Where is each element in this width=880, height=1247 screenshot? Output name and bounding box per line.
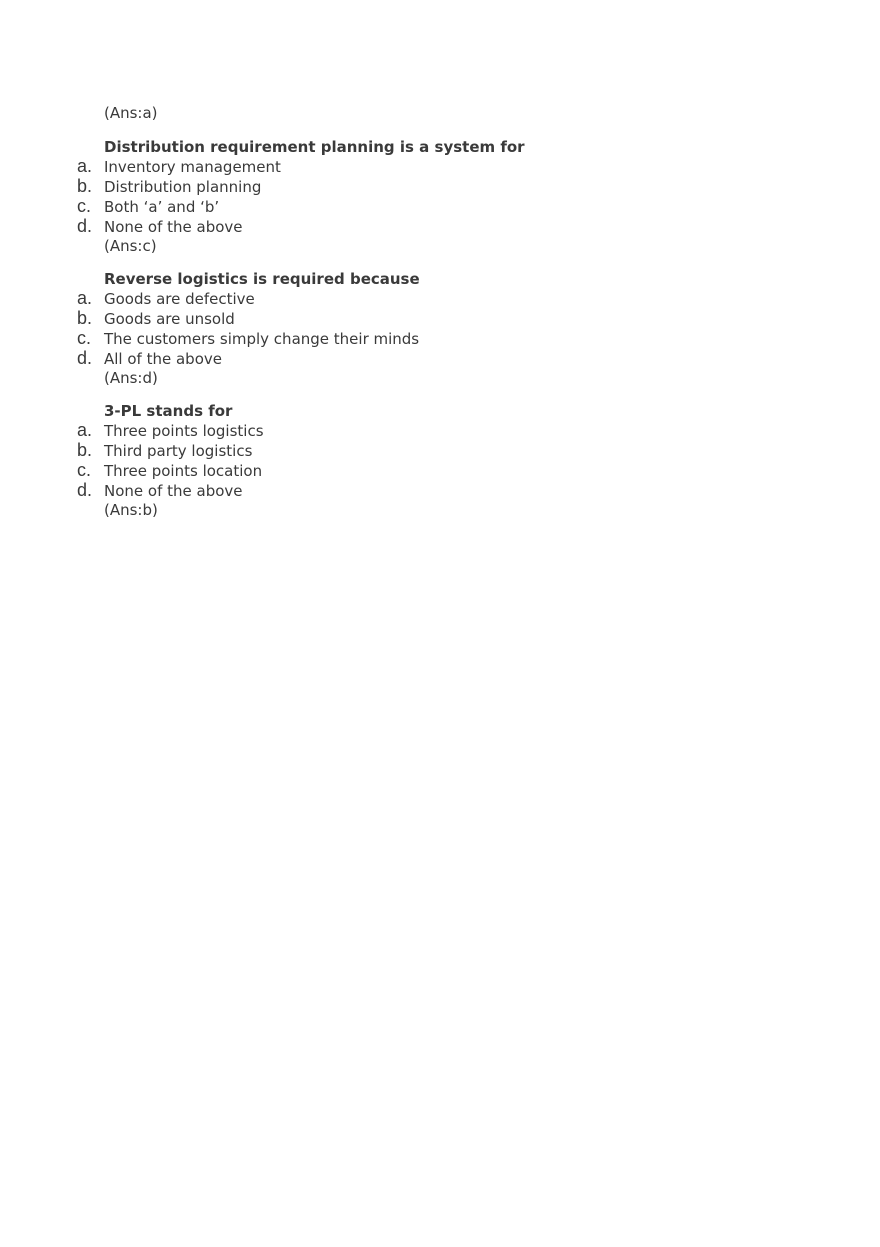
answer-text: (Ans:d)	[104, 369, 158, 387]
option-letter: c.	[77, 460, 92, 480]
option-text: Distribution planning	[104, 178, 262, 196]
option-letter: b.	[77, 308, 93, 328]
option-text: Three points location	[104, 462, 263, 480]
option-text: The customers simply change their minds	[104, 330, 420, 348]
option-letter: b.	[77, 176, 93, 196]
option-item	[77, 480, 824, 501]
option-text: None of the above	[104, 218, 243, 236]
option-letter: d.	[77, 348, 93, 368]
option-text: Three points logistics	[104, 422, 264, 440]
question-block	[77, 269, 824, 387]
option-text: All of the above	[104, 350, 222, 368]
option-item	[77, 288, 824, 309]
option-text: None of the above	[104, 482, 243, 500]
option-item	[77, 216, 824, 237]
option-letter: a.	[77, 288, 93, 308]
option-text: Both ‘a’ and ‘b’	[104, 198, 220, 216]
option-item	[77, 328, 824, 349]
option-text: Goods are unsold	[104, 310, 235, 328]
question-block	[77, 137, 824, 255]
question-title: Reverse logistics is required because	[104, 270, 420, 288]
option-letter: b.	[77, 440, 93, 460]
option-letter: c.	[77, 328, 92, 348]
answer-text: (Ans:b)	[104, 501, 158, 519]
answer-text: (Ans:c)	[104, 237, 157, 255]
option-text: Third party logistics	[104, 442, 253, 460]
option-item	[77, 156, 824, 177]
option-letter: d.	[77, 216, 93, 236]
option-letter: a.	[77, 156, 93, 176]
previous-answer: (Ans:a)	[104, 104, 158, 122]
option-letter: d.	[77, 480, 93, 500]
question-title: 3-PL stands for	[104, 402, 233, 420]
option-item	[77, 348, 824, 369]
option-item	[77, 460, 824, 481]
question-block	[77, 401, 824, 519]
option-text: Inventory management	[104, 158, 281, 176]
option-item	[77, 440, 824, 461]
question-title: Distribution requirement planning is a system for	[104, 138, 525, 156]
option-item	[77, 420, 824, 441]
option-item	[77, 196, 824, 217]
option-item	[77, 308, 824, 329]
option-text: Goods are defective	[104, 290, 255, 308]
option-letter: a.	[77, 420, 93, 440]
option-letter: c.	[77, 196, 92, 216]
option-item	[77, 176, 824, 197]
